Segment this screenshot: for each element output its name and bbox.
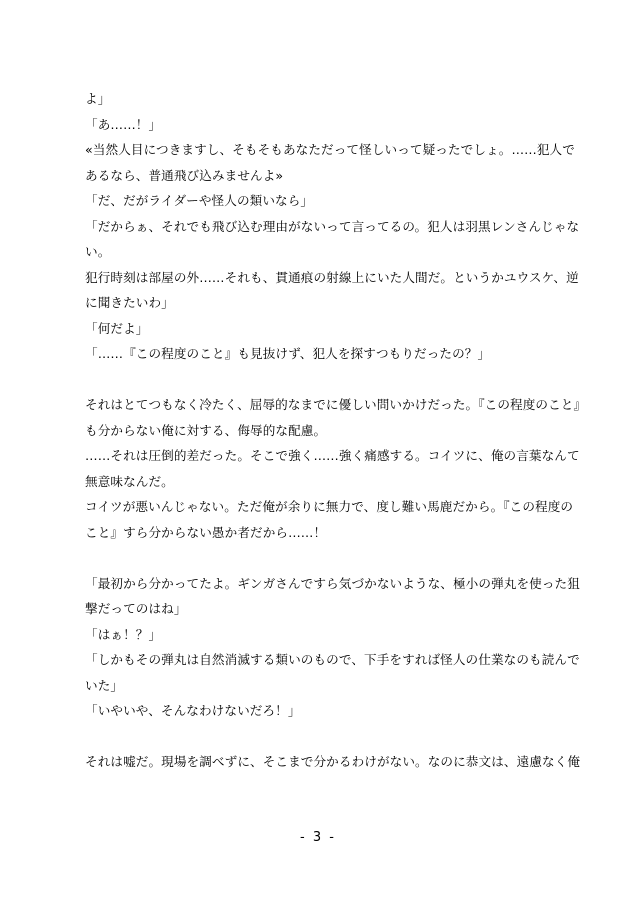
text-line: 撃だってのはね」 <box>85 601 187 616</box>
text-line: いた」 <box>85 677 124 693</box>
text-line: «当然人目につきますし、そもそもあなただって怪しいって疑ったでしょ。……犯人で <box>85 142 575 157</box>
text-line: コイツが悪いんじゃない。ただ俺が余りに無力で、度し難い馬鹿だから。『この程度の <box>85 499 574 514</box>
text-line: 「あ……！」 <box>85 116 162 132</box>
text-line: 「……『この程度のこと』も見抜けず、犯人を探すつもりだったの？」 <box>85 346 491 361</box>
text-line: 「何だよ」 <box>85 320 149 336</box>
body-text <box>85 86 587 775</box>
text-line: よ」 <box>85 91 111 106</box>
text-line: 「だからぁ、それでも飛び込む理由がないって言ってるの。犯人は羽黒レンさんじゃな <box>85 218 580 234</box>
text-line: に聞きたいわ」 <box>85 295 174 310</box>
text-line: 「しかもその弾丸は自然消滅する類いのもので、下手をすれば怪人の仕業なのも読んで <box>85 652 580 667</box>
text-line: い。 <box>85 244 111 259</box>
text-line: あるなら、普通飛び込みませんよ» <box>85 167 284 183</box>
page-number: - 3 - <box>300 830 336 845</box>
text-line: それはとてつもなく冷たく、屈辱的なまでに優しい問いかけだった。『この程度のこと』 <box>85 397 587 412</box>
text-line: 「いやいや、そんなわけないだろ！」 <box>85 703 301 718</box>
text-line: 「最初から分かってたよ。ギンガさんですら気づかないような、極小の弾丸を使った狙 <box>85 575 580 591</box>
text-line: 「はぁ！？」 <box>85 626 162 642</box>
text-line: 犯行時刻は部屋の外……それも、貫通痕の射線上にいた人間だ。というかユウスケ、逆 <box>85 269 579 285</box>
blank-line <box>85 367 555 393</box>
blank-line <box>85 545 555 571</box>
text-line: も分からない俺に対する、侮辱的な配慮。 <box>85 422 327 438</box>
text-line: それは嘘だ。現場を調べずに、そこまで分かるわけがない。なのに恭文は、遠慮なく俺 <box>85 754 581 769</box>
text-line: 無意味なんだ。 <box>85 473 174 489</box>
text-line: こと』すら分からない愚か者だから……！ <box>85 524 327 540</box>
text-line: ……それは圧倒的差だった。そこで強く……強く痛感する。コイツに、俺の言葉なんて <box>85 448 580 463</box>
text-line: 「だ、だがライダーや怪人の類いなら」 <box>85 193 314 208</box>
blank-line <box>85 724 555 750</box>
